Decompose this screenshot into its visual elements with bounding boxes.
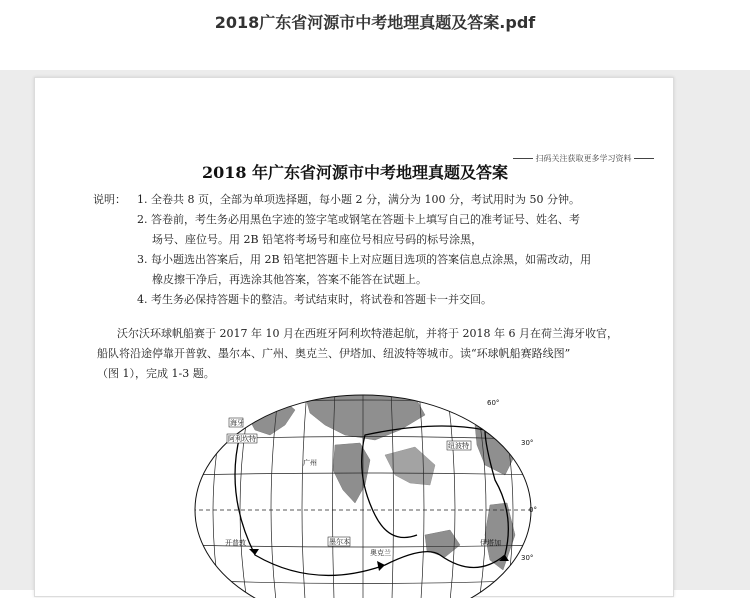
instruction-3 xyxy=(137,250,591,290)
label-lat60: 60° xyxy=(487,399,500,407)
viewer-header xyxy=(0,0,750,70)
document-title: 2018广东省河源市中考地理真题及答案.pdf xyxy=(214,13,536,32)
label-melbourne: 墨尔本 xyxy=(329,538,350,546)
map-globe xyxy=(185,385,543,598)
label-lat30s: 30° xyxy=(521,554,534,562)
instruction-2-line2: 场号、座位号。用 2B 铅笔将考场号和座位号相应号码的标号涂黑， xyxy=(152,233,483,246)
label-auckland: 奥克兰 xyxy=(370,549,391,557)
label-guangzhou: 广州 xyxy=(303,459,317,467)
label-newport: 纽波特 xyxy=(448,442,469,450)
instruction-2 xyxy=(137,210,580,250)
intro-line-3: （图 1），完成 1-3 题。 xyxy=(97,367,215,380)
promo-rule-right xyxy=(634,158,654,159)
label-lat30n: 30° xyxy=(521,439,534,447)
label-alicante: 阿利坎特 xyxy=(228,435,256,443)
promo-label: 扫码关注获取更多学习资料 xyxy=(535,154,632,163)
label-capetown: 开普敦 xyxy=(225,539,246,547)
instruction-4 xyxy=(137,290,492,310)
instruction-3-line2: 橡皮擦干净后，再选涂其他答案，答案不能答在试题上。 xyxy=(152,273,427,286)
instruction-1 xyxy=(137,190,580,210)
intro-line-2: 船队将沿途停靠开普敦、墨尔本、广州、奥克兰、伊塔加、纽波特等城市。读“环球帆船赛路线图” xyxy=(97,347,571,360)
exam-title: 2018 年广东省河源市中考地理真题及答案 xyxy=(201,163,509,182)
promo-rule-left xyxy=(513,158,533,159)
instruction-3-line1: 3. 每小题选出答案后，用 2B 铅笔把答题卡上对应题目选项的答案信息点涂黑，如需改动，用 xyxy=(137,253,592,266)
instruction-4-text: 4. 考生务必保持答题卡的整洁。考试结束时，将试卷和答题卡一并交回。 xyxy=(137,293,492,306)
intro-line-1: 沃尔沃环球帆船赛于 2017 年 10 月在西班牙阿利坎特港起航，并将于 2018 年 6 月在荷兰海牙收官， xyxy=(117,327,618,340)
route-map-figure xyxy=(185,385,543,598)
label-lat0: 0° xyxy=(529,506,537,514)
instruction-1-text: 1. 全卷共 8 页，全部为单项选择题，每小题 2 分，满分为 100 分，考试用时为 50 分钟。 xyxy=(137,193,580,206)
instructions-label: 说明： xyxy=(93,193,126,206)
instruction-2-line1: 2. 答卷前，考生务必用黑色字迹的签字笔或钢笔在答题卡上填写自己的准考证号、姓名、考 xyxy=(137,213,580,226)
pdf-page xyxy=(34,77,674,597)
label-itajai: 伊塔加 xyxy=(480,539,501,547)
label-haiya: 海牙 xyxy=(230,419,244,427)
